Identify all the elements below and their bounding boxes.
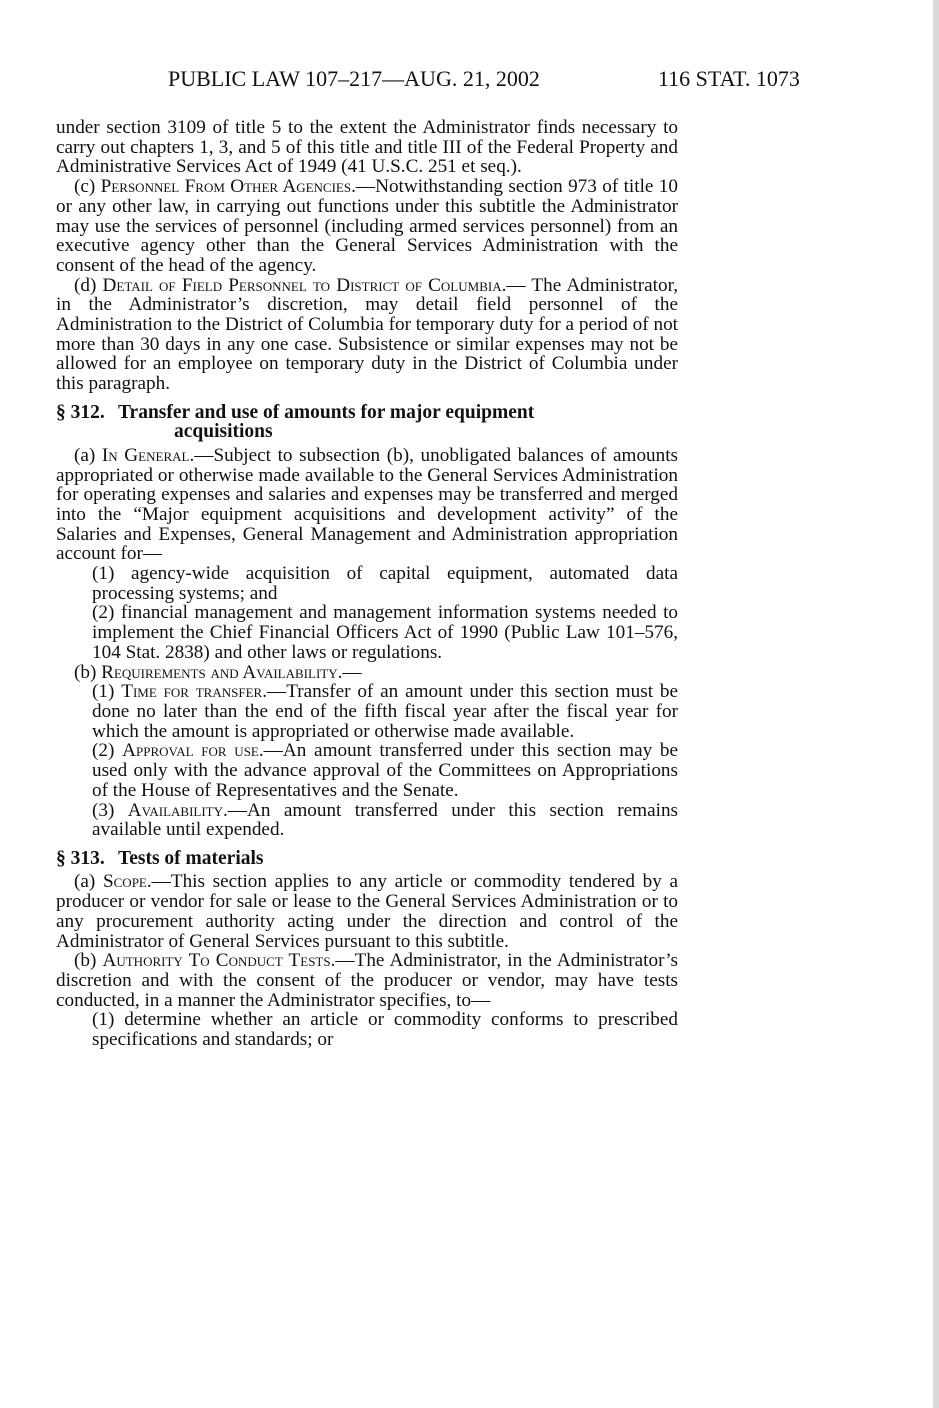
paragraph-text: under section 3109 of title 5 to the extent the Administrator finds necessary to carry out chapters 1, 3, and 5 of this title and title III of the Federal Property and Administrative Services Act of 1949 (41 U.S.C. 251 et seq.). bbox=[56, 117, 678, 178]
section-312-paragraph-b1 bbox=[56, 682, 678, 741]
subsection-label: (b) bbox=[74, 661, 102, 683]
subsection-text: —This section applies to any article or commodity tendered by a producer or vendor for sale or lease to the General Services Administration or to any procurement authority acting under the direction and control of the Administrator of General Services pursuant to this subtitle. bbox=[56, 871, 679, 952]
page-header bbox=[0, 66, 939, 98]
subsection-dash: — bbox=[342, 661, 362, 683]
section-number: § 312. bbox=[56, 401, 105, 423]
section-313-subsection-a bbox=[56, 872, 678, 951]
paragraph-label: (2) bbox=[92, 740, 123, 762]
paragraph-label: (1) bbox=[92, 681, 122, 703]
section-title: Tests of materials bbox=[118, 847, 264, 869]
section-312-heading bbox=[56, 403, 678, 442]
section-313-paragraph-b1 bbox=[56, 1010, 678, 1049]
subsection-text: — The Administrator, in the Administrator’s discretion, may detail field personnel of the Administration to the District of Columbia for temporary duty for a period of not more than 30 days in any one case. Subsistence or similar expenses may not be allowed for an employee on temporary duty in the District of Columbia under this paragraph. bbox=[56, 274, 678, 395]
page-body bbox=[56, 118, 678, 1050]
paragraph-text: —An amount transferred under this section may be used only with the advance approval of the Committees on Appropriations of the House of Representatives and the Senate. bbox=[92, 740, 679, 801]
paragraph-text: (1) agency-wide acquisition of capital equipment, automated data processing systems; and bbox=[92, 563, 678, 604]
section-312-paragraph-b2 bbox=[56, 741, 678, 800]
paragraph-heading: Approval for use. bbox=[122, 740, 264, 762]
section-312-paragraph-a2 bbox=[56, 603, 678, 662]
subsection-heading: Scope. bbox=[102, 871, 152, 893]
scan-edge bbox=[933, 0, 939, 1408]
paragraph-text: (2) financial management and management information systems needed to implement the Chief Financial Officers Act of 1990 (Public Law 101–576, 104 Stat. 2838) and other laws or regulations. bbox=[92, 602, 678, 663]
subsection-label: (d) bbox=[74, 274, 103, 296]
statute-page-number: 116 STAT. 1073 bbox=[658, 66, 800, 91]
subsection-heading: Personnel From Other Agencies. bbox=[100, 176, 356, 198]
section-313-heading bbox=[56, 849, 678, 869]
section-312-subsection-b bbox=[56, 663, 678, 683]
subsection-heading: Detail of Field Personnel to District of Columbia. bbox=[102, 274, 507, 296]
section-313-subsection-b bbox=[56, 951, 678, 1010]
subsection-heading: Requirements and Availability. bbox=[101, 661, 343, 683]
subsection-heading: Authority To Conduct Tests. bbox=[102, 950, 336, 972]
running-head-title: PUBLIC LAW 107–217—AUG. 21, 2002 bbox=[168, 66, 540, 91]
paragraph-text: (1) determine whether an article or commodity conforms to prescribed specifications and standards; or bbox=[92, 1009, 678, 1051]
subsection-d bbox=[56, 276, 678, 394]
paragraph-text: —An amount transferred under this section remains available until expended. bbox=[92, 799, 679, 841]
section-312-paragraph-a1 bbox=[56, 564, 678, 603]
paragraph-heading: Availability. bbox=[127, 799, 228, 821]
section-312-paragraph-b3 bbox=[56, 801, 678, 840]
section-title-line-1: Transfer and use of amounts for major equipment bbox=[118, 401, 535, 423]
section-312-subsection-a bbox=[56, 446, 678, 564]
section-title-line-2: acquisitions bbox=[174, 421, 273, 443]
subsection-text: —The Administrator, in the Administrator’s discretion and with the consent of the producer or vendor, may have tests conducted, in a manner the Administrator specifies, to— bbox=[56, 950, 678, 1011]
subsection-text: —Subject to subsection (b), unobligated balances of amounts appropriated or otherwise made available to the General Services Administration for operating expenses and salaries and expenses may be transferred and merged into the “Major equipment acquisitions and development activity” of the Salaries and Expenses, General Management and Administration appropriation account for— bbox=[56, 444, 679, 565]
subsection-label: (b) bbox=[74, 950, 103, 972]
subsection-label: (a) bbox=[74, 871, 103, 893]
subsection-heading: In General. bbox=[101, 444, 195, 466]
section-number: § 313. bbox=[56, 847, 105, 869]
subsection-label: (a) bbox=[74, 444, 102, 466]
paragraph-text: —Transfer of an amount under this section must be done no later than the end of the fifth fiscal year after the fiscal year for which the amount is appropriated or otherwise made available. bbox=[92, 681, 679, 742]
paragraph-label: (3) bbox=[92, 799, 128, 821]
subsection-c bbox=[56, 177, 678, 276]
subsection-text: —Notwithstanding section 973 of title 10 or any other law, in carrying out functions under this subtitle the Administrator may use the services of personnel (including armed services personnel) from an executive agency other than the General Services Administration with the consent of the head of the agency. bbox=[56, 176, 678, 276]
paragraph-continuation bbox=[56, 118, 678, 177]
subsection-label: (c) bbox=[74, 176, 101, 198]
paragraph-heading: Time for transfer. bbox=[121, 681, 267, 703]
